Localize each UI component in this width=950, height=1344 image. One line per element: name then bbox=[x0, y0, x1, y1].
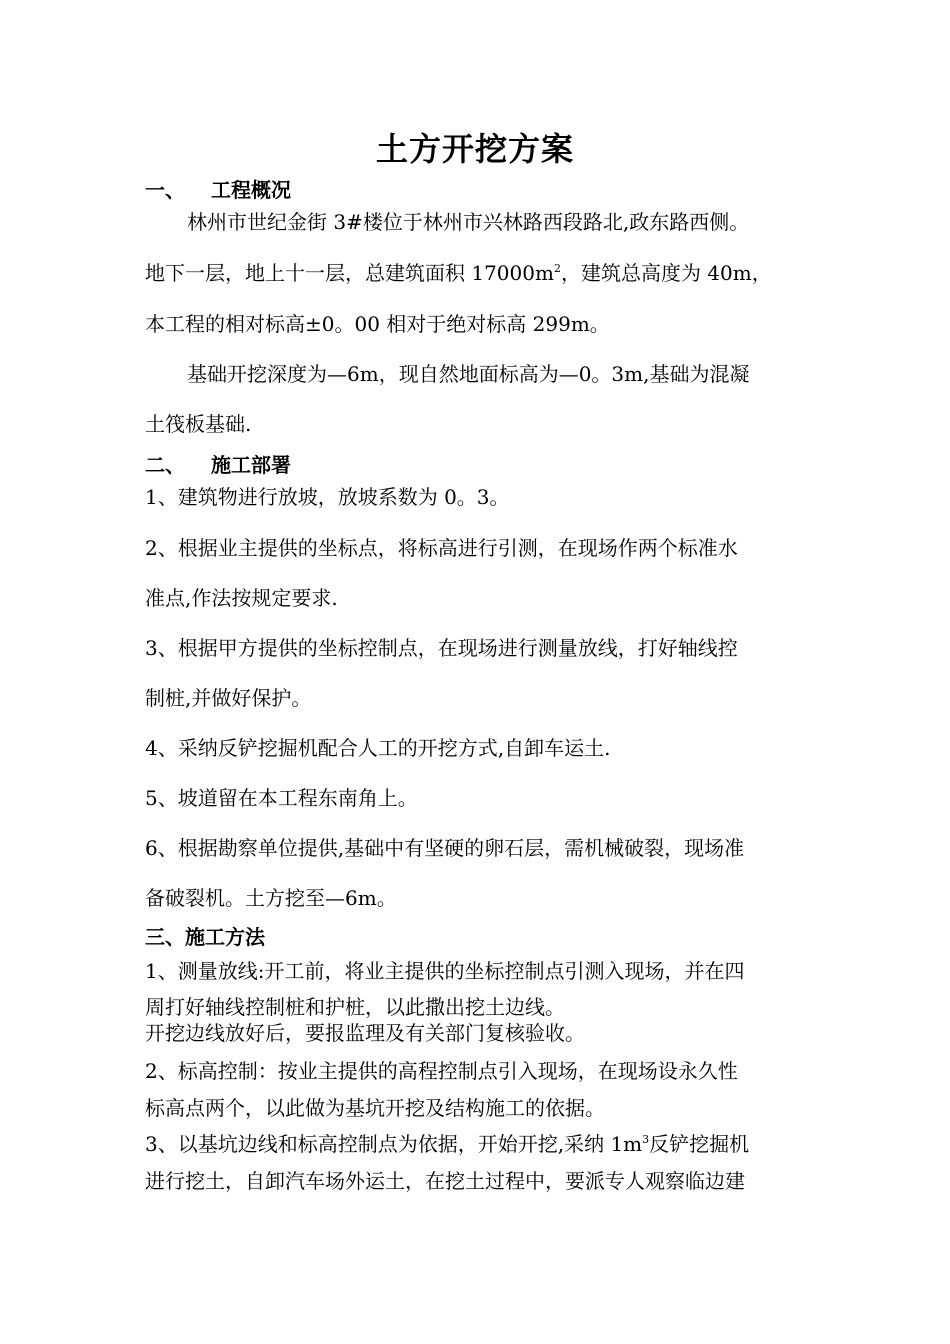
list-item bbox=[145, 1130, 749, 1158]
section-number: 二、 bbox=[145, 453, 185, 477]
section-heading-overview bbox=[145, 174, 291, 203]
list-item: 标高点两个，以此做为基坑开挖及结构施工的依据。 bbox=[145, 1096, 605, 1120]
paragraph-line bbox=[145, 259, 772, 287]
section-number: 一、 bbox=[145, 178, 185, 202]
list-item: 1、测量放线:开工前，将业主提供的坐标控制点引测入现场，并在四 bbox=[145, 959, 745, 983]
text-span: ，建筑总高度为 40m， bbox=[560, 261, 772, 285]
section-label: 施工部署 bbox=[211, 453, 291, 477]
section-heading-methods: 三、施工方法 bbox=[145, 925, 265, 949]
list-item: 1、建筑物进行放坡，放坡系数为 0。3。 bbox=[145, 485, 510, 509]
section-heading-deployment bbox=[145, 449, 291, 478]
list-item: 3、根据甲方提供的坐标控制点，在现场进行测量放线，打好轴线控 bbox=[145, 636, 738, 660]
paragraph-line: 土筏板基础. bbox=[145, 412, 252, 436]
list-item: 2、根据业主提供的坐标点，将标高进行引测，在现场作两个标准水 bbox=[145, 536, 738, 560]
superscript: 2 bbox=[553, 262, 561, 275]
section-label: 工程概况 bbox=[211, 178, 291, 202]
list-item: 5、坡道留在本工程东南角上。 bbox=[145, 786, 418, 810]
list-item: 2、标高控制：按业主提供的高程控制点引入现场，在现场设永久性 bbox=[145, 1059, 738, 1083]
list-item: 准点,作法按规定要求. bbox=[145, 586, 338, 610]
list-item: 制桩,并做好保护。 bbox=[145, 686, 312, 710]
list-item: 6、根据勘察单位提供,基础中有坚硬的卵石层，需机械破裂，现场准 bbox=[145, 836, 745, 860]
superscript: 3 bbox=[642, 1133, 650, 1146]
paragraph-line: 本工程的相对标高±0。00 相对于绝对标高 299m。 bbox=[145, 312, 610, 336]
list-item: 进行挖土，自卸汽车场外运土，在挖土过程中，要派专人观察临边建 bbox=[145, 1169, 745, 1193]
text-span: 3、以基坑边线和标高控制点为依据，开始开挖,采纳 1m bbox=[145, 1132, 643, 1156]
text-span: 地下一层，地上十一层，总建筑面积 17000m bbox=[145, 261, 554, 285]
list-item: 备破裂机。土方挖至—6m。 bbox=[145, 886, 397, 910]
list-item: 开挖边线放好后，要报监理及有关部门复核验收。 bbox=[145, 1021, 585, 1045]
text-span: 反铲挖掘机 bbox=[649, 1132, 750, 1156]
list-item: 周打好轴线控制桩和护桩，以此撒出挖土边线。 bbox=[145, 995, 565, 1019]
paragraph-line: 基础开挖深度为—6m，现自然地面标高为—0。3m,基础为混凝 bbox=[187, 362, 750, 386]
list-item: 4、采纳反铲挖掘机配合人工的开挖方式,自卸车运土. bbox=[145, 736, 611, 760]
paragraph-line: 林州市世纪金街 3#楼位于林州市兴林路西段路北,政东路西侧。 bbox=[187, 210, 750, 234]
document-title: 土方开挖方案 bbox=[375, 130, 574, 168]
